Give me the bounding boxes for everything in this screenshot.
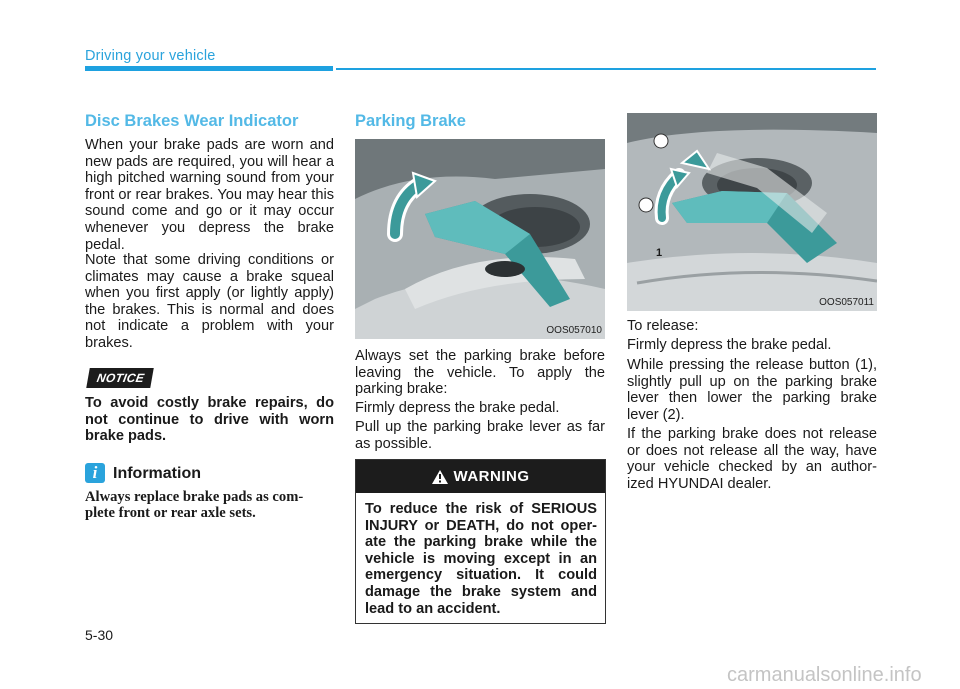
disc-brakes-para-1: When your brake pads are worn and new pads are required, you will hear a high pitched warning sound from your front or rear brakes. You may hear this sound come and go or it may occur whenever you depress the brake pedal.: [85, 137, 334, 253]
page-number: 5-30: [85, 627, 114, 643]
parking-brake-para-3: Pull up the parking brake lever as far as possible.: [355, 419, 605, 452]
information-text: Always replace brake pads as com- plete front or rear axle sets.: [85, 489, 304, 522]
section-title: Driving your vehicle: [85, 48, 216, 64]
console-illustration: [355, 139, 605, 339]
parking-brake-para-2: Firmly depress the brake pedal.: [355, 400, 560, 416]
disc-brakes-heading: Disc Brakes Wear Indicator: [85, 112, 299, 130]
parking-brake-apply-figure: [355, 139, 605, 339]
callout-1: 1: [656, 247, 663, 259]
disc-brakes-para-2: Note that some driving conditions or climates may cause a brake squeal when you first apply (or lightly apply) the brakes. This is normal and does not indicate a problem with your brakes.: [85, 252, 334, 351]
warning-triangle-icon: [432, 470, 448, 484]
header-rule-thin: [336, 68, 876, 70]
warning-header: [356, 460, 605, 493]
parking-brake-release-figure: [627, 113, 877, 311]
information-icon: i: [85, 463, 105, 483]
release-para-2: Firmly depress the brake pedal.: [627, 337, 832, 353]
console-release-illustration: [627, 113, 877, 311]
figure-code: OOS057010: [546, 325, 602, 336]
watermark: carmanualsonline.info: [727, 664, 922, 686]
warning-text: To reduce the risk of SERIOUS INJURY or DEATH, do not oper- ate the parking brake while the vehicle is moving except in an emergency situation. It could damage the brake system and lead to an accident.: [365, 501, 597, 617]
header-rule-thick: [85, 66, 333, 71]
parking-brake-heading: Parking Brake: [355, 112, 466, 130]
release-para-4: If the parking brake does not release or does not release all the way, have your vehicle checked by an author- ized HYUNDAI dealer.: [627, 426, 877, 492]
release-para-1: To release:: [627, 318, 699, 334]
information-title: Information: [113, 465, 201, 482]
figure-code: OOS057011: [819, 297, 874, 308]
notice-text: To avoid costly brake repairs, do not continue to drive with worn brake pads.: [85, 395, 334, 445]
warning-label: WARNING: [453, 468, 530, 485]
parking-brake-para-1: Always set the parking brake before leaving the vehicle. To apply the parking brake:: [355, 348, 605, 398]
release-para-3: While pressing the release button (1), slightly pull up on the parking brake lever then lower the parking brake lever (2).: [627, 357, 877, 423]
notice-badge: NOTICE: [86, 368, 154, 388]
warning-box: [355, 459, 606, 624]
